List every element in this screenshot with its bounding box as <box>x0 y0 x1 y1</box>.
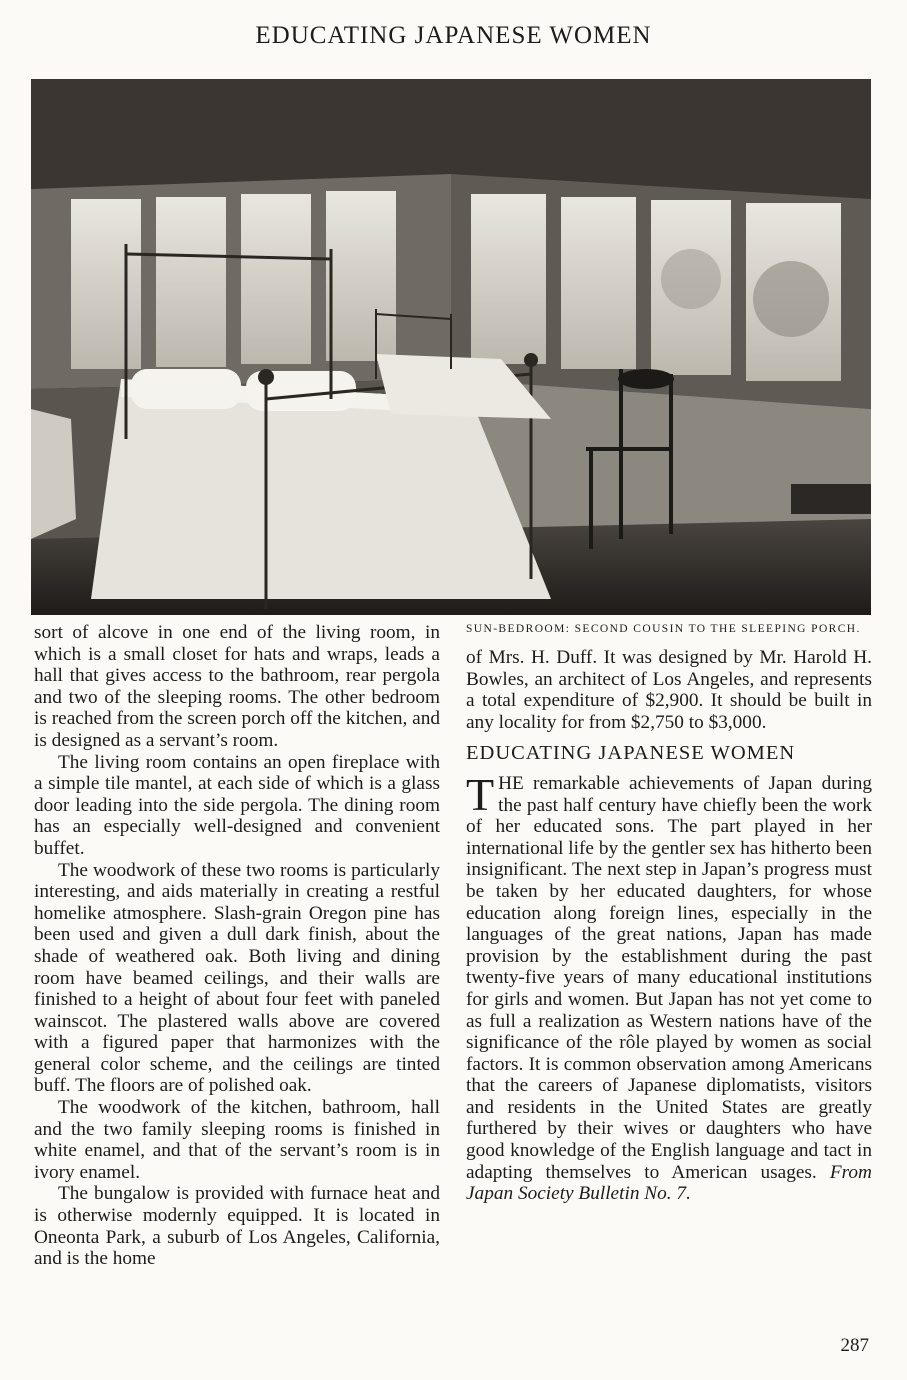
left-column <box>34 622 440 1270</box>
right-column <box>466 622 872 1205</box>
paragraph: The living room contains an open fireplace with a simple tile mantel, at each side of which is a glass door leading into the side pergola. The dining room has an especially well-designed and convenient buffet. <box>34 751 440 859</box>
source-citation: From Japan Society Bulletin No. 7. <box>466 1161 872 1205</box>
bedroom-photo-illustration <box>31 79 871 615</box>
paragraph: sort of alcove in one end of the living room, in which is a small closet for hats and wraps, leads a hall that gives access to the bathroom, rear pergola and two of the sleeping rooms. The other bedroom is reached from the screen porch off the kitchen, and is designed as a servant’s room. <box>34 622 440 751</box>
bedroom-photo <box>31 79 871 615</box>
section-heading: EDUCATING JAPANESE WOMEN <box>466 742 796 765</box>
section-body-text: HE remarkable achievements of Japan during the past half century have chiefly been the work of her educated sons. The part played in her international life by the gentler sex has hitherto been insignificant. The next step in Japan’s progress must be taken by her educated daughters, for whose education along foreign lines, especially in the languages of the great nations, Japan has made provision by the establishment during the past twenty-five years of many educational institutions for girls and women. But Japan has not yet come to as full a realization as Western nations have of the significance of the rôle played by women as social factors. It is common observation among Americans that the careers of Japanese diplomatists, visitors and residents in the United States are greatly furthered by their wives or daughters who have good knowledge of the English language and tact in adapting themselves to American usages. <box>466 772 872 1183</box>
photo-caption: SUN-BEDROOM: SECOND COUSIN TO THE SLEEPING PORCH. <box>466 623 861 635</box>
paragraph: The woodwork of these two rooms is particularly interesting, and aids materially in creating a restful homelike atmosphere. Slash-grain Oregon pine has been used and given a dull dark finish, about the shade of weathered oak. Both living and dining room have beamed ceilings, and their walls are finished to a height of about four feet with paneled wainscot. The plastered walls above are covered with a figured paper that harmonizes with the general color scheme, and the ceilings are tinted buff. The floors are of polished oak. <box>34 859 440 1097</box>
paragraph: The woodwork of the kitchen, bathroom, hall and the two family sleeping rooms is finished in white enamel, and that of the servant’s room is in ivory enamel. <box>34 1097 440 1183</box>
paragraph: The bungalow is provided with furnace heat and is otherwise modernly equipped. It is located in Oneonta Park, a suburb of Los Angeles, California, and is the home <box>34 1183 440 1270</box>
running-head: EDUCATING JAPANESE WOMEN <box>255 22 652 49</box>
paragraph: of Mrs. H. Duff. It was designed by Mr. Harold H. Bowles, an architect of Los Angeles, and represents a total expenditure of $2,900. It should be built in any locality for from $2,750 to $3,000. <box>466 647 872 733</box>
page-number: 287 <box>840 1335 869 1356</box>
section-body <box>466 768 872 1205</box>
drop-cap: T <box>466 768 495 820</box>
